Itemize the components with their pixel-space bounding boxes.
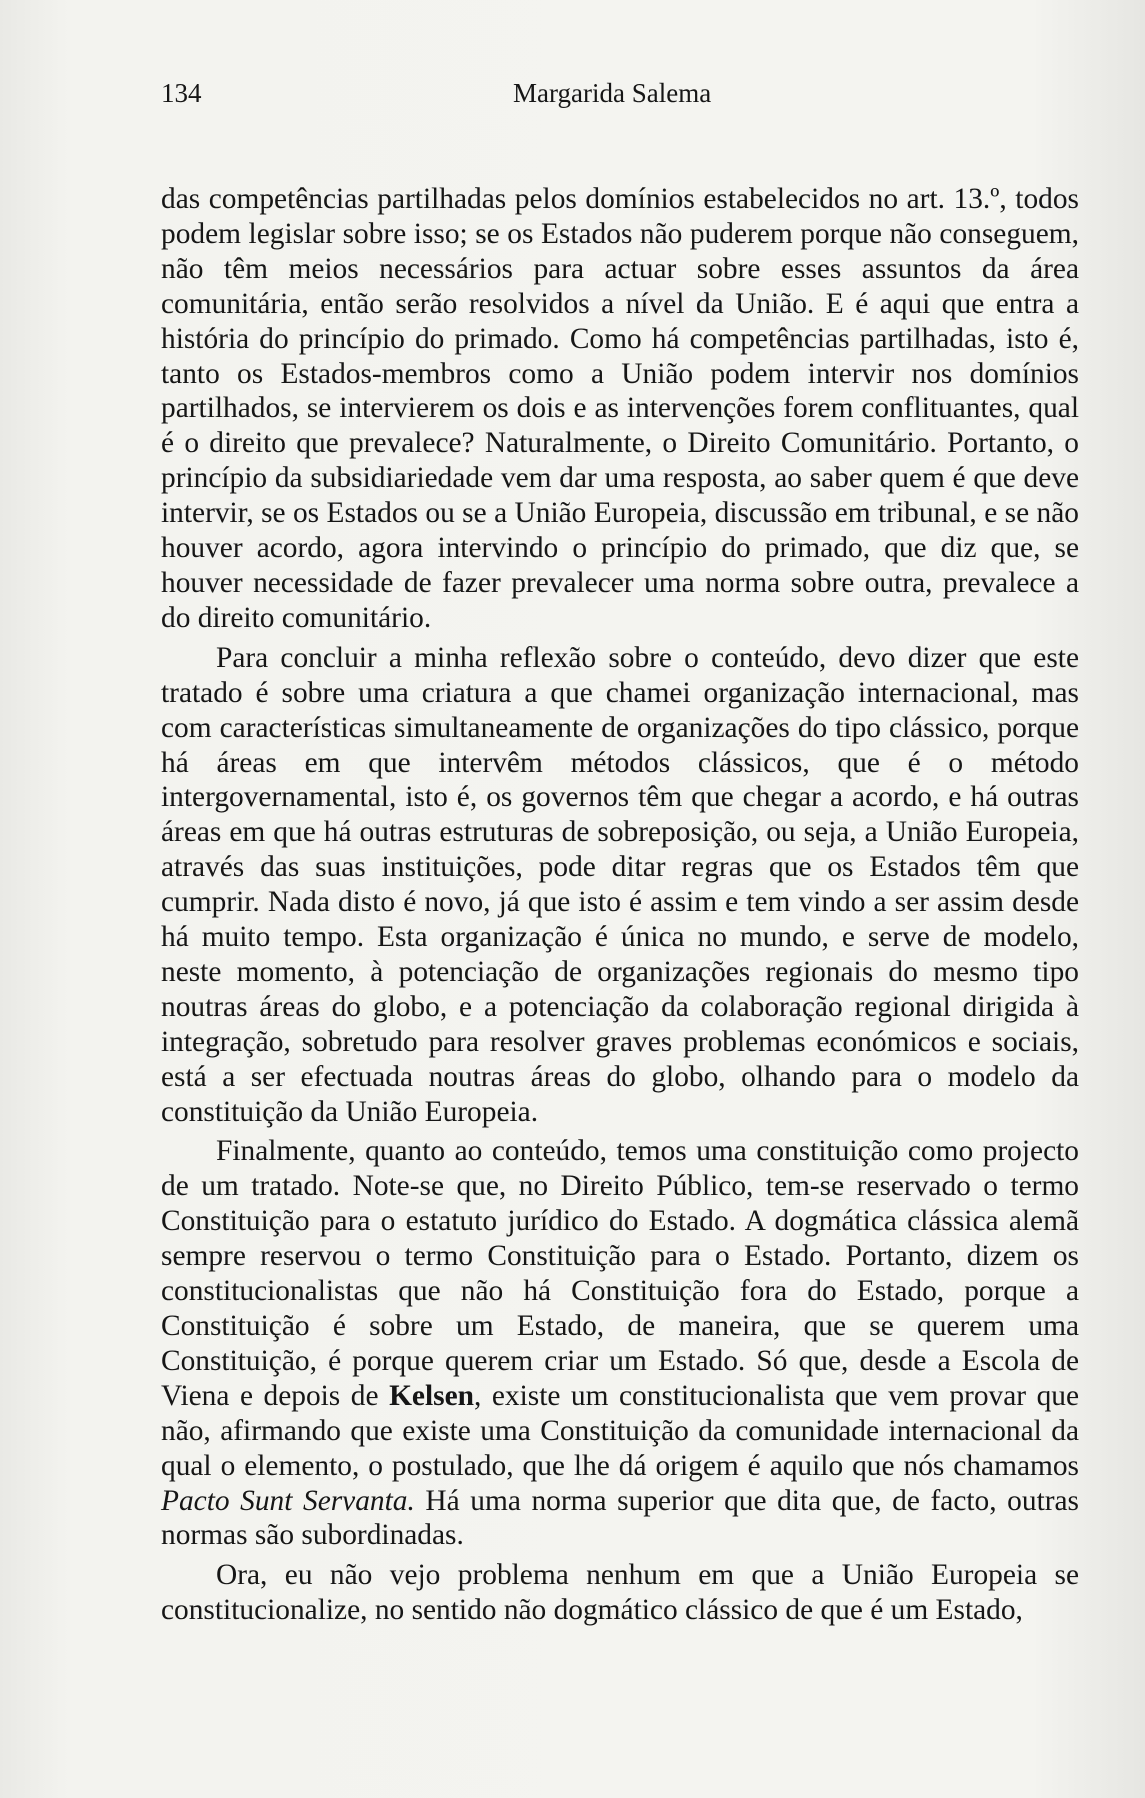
page-header [161, 78, 1081, 118]
paragraph-3-part-1: Finalmente, quanto ao conteúdo, temos uma constituição como projecto de um tratado. Note-se que, no Direito Público, tem-se reservado o termo Constituição para o estatuto jurídico do Estado. A dogmática clássica alemã sempre reservou o termo Constituição para o Estado. Portanto, dizem os constitucionalistas que não há Constituição fora do Estado, porque a Constituição é sobre um Estado, de maneira, que se querem uma Constituição, é porque querem criar um Estado. Só que, desde a Escola de Viena e depois de [161, 1135, 1079, 1412]
author-name-kelsen: Kelsen [389, 1379, 474, 1412]
body-text [161, 182, 1079, 1633]
paragraph-3-part-2: , existe um constitucionalista que vem provar que não, afirmando que existe uma Constituição da comunidade internacional da qual o elemento, o postulado, que lhe dá origem é aquilo que nós chamamos [161, 1379, 1080, 1482]
latin-phrase-pacto: Pacto Sunt Servanta. [161, 1484, 415, 1517]
paragraph-2: Para concluir a minha reflexão sobre o conteúdo, devo dizer que este tratado é sobre uma criatura a que chamei organização internacional, mas com características simultaneamente de organizações do tipo clássico, porque há áreas em que intervêm métodos clássicos, que é o método intergovernamental, isto é, os governos têm que chegar a acordo, e há outras áreas em que há outras estruturas de sobreposição, ou seja, a União Europeia, através das suas instituições, pode ditar regras que os Estados têm que cumprir. Nada disto é novo, já que isto é assim e tem vindo a ser assim desde há muito tempo. Esta organização é única no mundo, e serve de modelo, neste momento, à potenciação de organizações regionais do mesmo tipo noutras áreas do globo, e a potenciação da colaboração regional dirigida à integração, sobretudo para resolver graves problemas económicos e sociais, está a ser efectuada noutras áreas do globo, olhando para o modelo da constituição da União Europeia. [161, 641, 1079, 1128]
page-number: 134 [161, 78, 202, 108]
paragraph-3 [161, 1134, 1079, 1553]
paragraph-3-part-3: Há uma norma superior que dita que, de facto, outras normas são subordinadas. [161, 1484, 1079, 1552]
paragraph-1: das competências partilhadas pelos domínios estabelecidos no art. 13.º, todos podem legislar sobre isso; se os Estados não puderem porque não conseguem, não têm meios necessários para actuar sobre esses assuntos da área comunitária, então serão resolvidos a nível da União. E é aqui que entra a história do princípio do primado. Como há competências partilhadas, isto é, tanto os Estados-membros como a União podem intervir nos domínios partilhados, se intervierem os dois e as intervenções forem conflituantes, qual é o direito que prevalece? Naturalmente, o Direito Comunitário. Portanto, o princípio da subsidiariedade vem dar uma resposta, ao saber quem é que deve intervir, se os Estados ou se a União Europeia, discussão em tribunal, e se não houver acordo, agora intervindo o princípio do primado, que diz que, se houver necessidade de fazer prevalecer uma norma sobre outra, prevalece a do direito comunitário. [161, 183, 1079, 634]
paragraph-4: Ora, eu não vejo problema nenhum em que a União Europeia se constitucionalize, no sentido não dogmático clássico de que é um Estado, [161, 1559, 1079, 1627]
running-head-author: Margarida Salema [513, 78, 712, 108]
